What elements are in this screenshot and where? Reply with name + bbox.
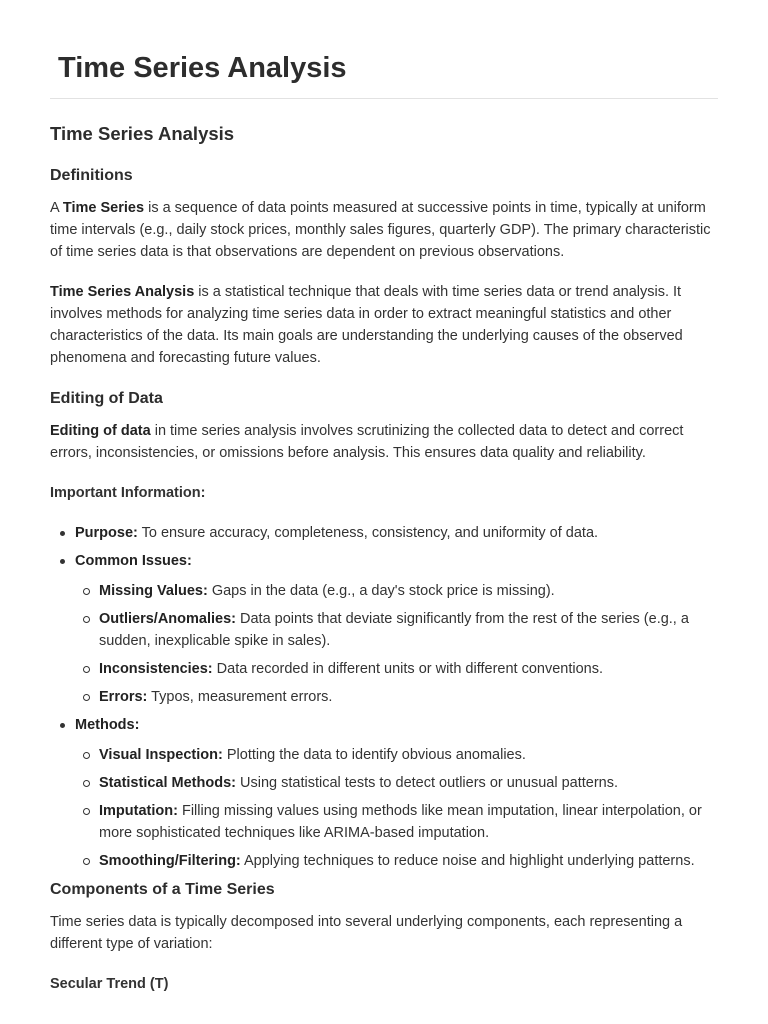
page-title: Time Series Analysis bbox=[58, 52, 347, 84]
definition-time-series: A Time Series is a sequence of data points measured at successive points in time, typically at uniform time intervals (e.g., daily stock prices, monthly sales figures, quarterly GDP). The primary characteristic of time series data is that observations are dependent on previous observations. bbox=[50, 200, 711, 260]
editing-list bbox=[50, 522, 718, 872]
list-item: Inconsistencies: Data recorded in different units or with different conventions. bbox=[99, 658, 718, 680]
list-item: Outliers/Anomalies: Data points that deviate significantly from the rest of the series (e.g., a sudden, inexplicable spike in sales). bbox=[99, 608, 718, 652]
section-title: Time Series Analysis bbox=[50, 123, 235, 144]
list-item: Statistical Methods: Using statistical tests to detect outliers or unusual patterns. bbox=[99, 772, 718, 794]
list-item: Smoothing/Filtering: Applying techniques to reduce noise and highlight underlying patterns. bbox=[99, 850, 718, 872]
list-item: Missing Values: Gaps in the data (e.g., a day's stock price is missing). bbox=[99, 580, 718, 602]
list-item-common-issues: Common Issues: Missing Values: Gaps in the data (e.g., a day's stock price is missing). Outliers/Anomalies: Data points that deviate significantly from the rest of the series (e.g., a sudden, inexplicable spike in sales). Inconsistencies: Data recorded in different units or with different conventions. Errors: Typos, measurement errors. bbox=[75, 550, 718, 708]
list-item: Imputation: Filling missing values using methods like mean imputation, linear interpolation, or more sophisticated techniques like ARIMA-based imputation. bbox=[99, 800, 718, 844]
term-time-series: Time Series bbox=[62, 200, 145, 216]
definitions-heading: Definitions bbox=[50, 167, 133, 184]
components-intro: Time series data is typically decomposed into several underlying components, each representing a different type of variation: bbox=[50, 914, 683, 952]
definition-time-series-analysis: Time Series Analysis is a statistical technique that deals with time series data or trend analysis. It involves methods for analyzing time series data in order to extract meaningful statistics and other characteristics of the data. Its main goals are understanding the underlying causes of the observed phenomena and forecasting future values. bbox=[50, 284, 683, 366]
list-item: Visual Inspection: Plotting the data to identify obvious anomalies. bbox=[99, 744, 718, 766]
methods-list bbox=[75, 744, 718, 872]
editing-intro: Editing of data in time series analysis involves scrutinizing the collected data to detect and correct errors, inconsistencies, or omissions before analysis. This ensures data quality and reliability. bbox=[50, 423, 684, 461]
list-item: Errors: Typos, measurement errors. bbox=[99, 686, 718, 708]
term-editing-of-data: Editing of data bbox=[50, 423, 151, 439]
list-item-purpose: Purpose: To ensure accuracy, completeness, consistency, and uniformity of data. bbox=[75, 522, 718, 544]
list-item-methods: Methods: Visual Inspection: Plotting the data to identify obvious anomalies. Statistical Methods: Using statistical tests to detect outliers or unusual patterns. Imputation: Filling missing values using methods like mean imputation, linear interpolation, or more sophisticated techniques like ARIMA-based imputation. Smoothing/Filtering: Applying techniques to reduce noise and highlight underlying patterns. bbox=[75, 714, 718, 872]
important-info-label: Important Information: bbox=[50, 485, 206, 501]
components-heading: Components of a Time Series bbox=[50, 881, 275, 898]
editing-heading: Editing of Data bbox=[50, 390, 163, 407]
common-issues-list bbox=[75, 580, 718, 708]
term-time-series-analysis: Time Series Analysis bbox=[50, 284, 195, 300]
secular-trend-label: Secular Trend (T) bbox=[50, 976, 169, 992]
title-divider bbox=[50, 98, 718, 99]
document-content bbox=[50, 120, 718, 995]
